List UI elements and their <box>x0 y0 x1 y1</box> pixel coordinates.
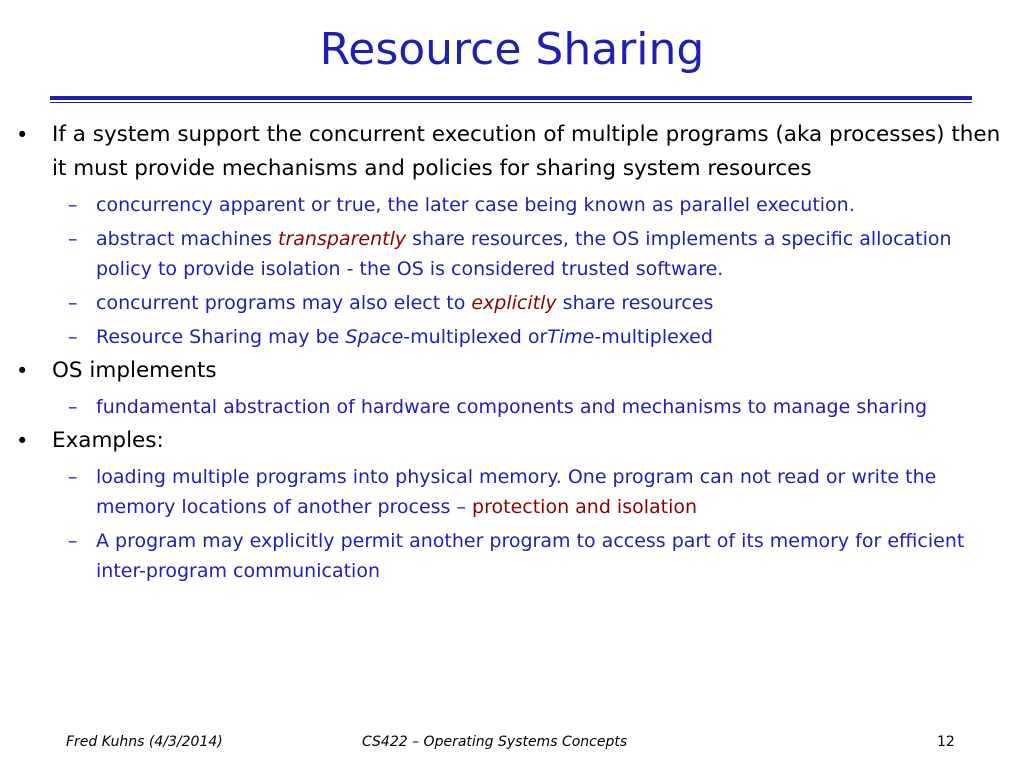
sub-bullet-text: concurrency apparent or true, the later case being known as parallel execution. <box>96 194 855 216</box>
sub-bullet-text: fundamental abstraction of hardware components and mechanisms to manage sharing <box>96 396 928 418</box>
sub-bullet-1-2 <box>14 224 1004 284</box>
slide-content <box>14 116 1004 586</box>
emphasis-protection-isolation: protection and isolation <box>472 496 698 518</box>
slide-title: Resource Sharing <box>319 24 705 75</box>
dash-marker: – <box>68 292 78 314</box>
dash-marker: – <box>68 228 78 250</box>
sub-bullet-text: A program may explicitly permit another program to access part of its memory for efficient inter-program communication <box>96 530 965 582</box>
title-rule-thick <box>50 96 972 100</box>
sub-bullet-2-1 <box>14 392 1004 422</box>
sub-bullet-text: share resources <box>556 292 714 314</box>
sub-bullet-text: abstract machines <box>96 228 279 250</box>
bullet-1 <box>14 118 1004 186</box>
emphasis-transparently: transparently <box>278 228 407 250</box>
bullet-1-text: If a system support the concurrent execution of multiple programs (aka processes) then it must provide mechanisms and policies for sharing system resources <box>52 122 1001 181</box>
sub-bullet-text: Resource Sharing may be <box>96 326 346 348</box>
sub-bullet-text: share resources, the OS implements a specific allocation policy to provide isolation - the OS is considered trusted software. <box>96 228 952 280</box>
title-rule-thin <box>50 102 972 103</box>
dash-marker: – <box>68 326 78 348</box>
bullet-3 <box>14 424 1004 458</box>
sub-bullet-1-1 <box>14 190 1004 220</box>
sub-bullet-text: -multiplexed <box>594 326 713 348</box>
emphasis-space: Space <box>345 326 404 348</box>
sub-bullet-text: concurrent programs may also elect to <box>96 292 472 314</box>
bullet-2 <box>14 354 1004 388</box>
bullet-marker: • <box>16 123 29 147</box>
footer-author: Fred Kuhns (4/3/2014) <box>66 734 223 750</box>
bullet-marker: • <box>16 359 29 383</box>
sub-bullet-text: -multiplexed or <box>403 326 548 348</box>
sub-bullet-1-4 <box>14 322 1004 352</box>
sub-bullet-3-2 <box>14 526 1004 586</box>
dash-marker: – <box>68 194 78 216</box>
bullet-marker: • <box>16 429 29 453</box>
bullet-3-text: Examples: <box>52 428 164 453</box>
dash-marker: – <box>68 466 78 488</box>
footer-course: CS422 – Operating Systems Concepts <box>362 734 628 750</box>
emphasis-time: Time <box>547 326 595 348</box>
sub-bullet-1-3 <box>14 288 1004 318</box>
dash-marker: – <box>68 530 78 552</box>
dash-marker: – <box>68 396 78 418</box>
sub-bullet-3-1 <box>14 462 1004 522</box>
sub-bullet-text: loading multiple programs into physical memory. One program can not read or write the memory locations of another process – <box>96 466 937 518</box>
emphasis-explicitly: explicitly <box>471 292 557 314</box>
footer-page-number: 12 <box>937 734 955 750</box>
bullet-2-text: OS implements <box>52 358 217 383</box>
